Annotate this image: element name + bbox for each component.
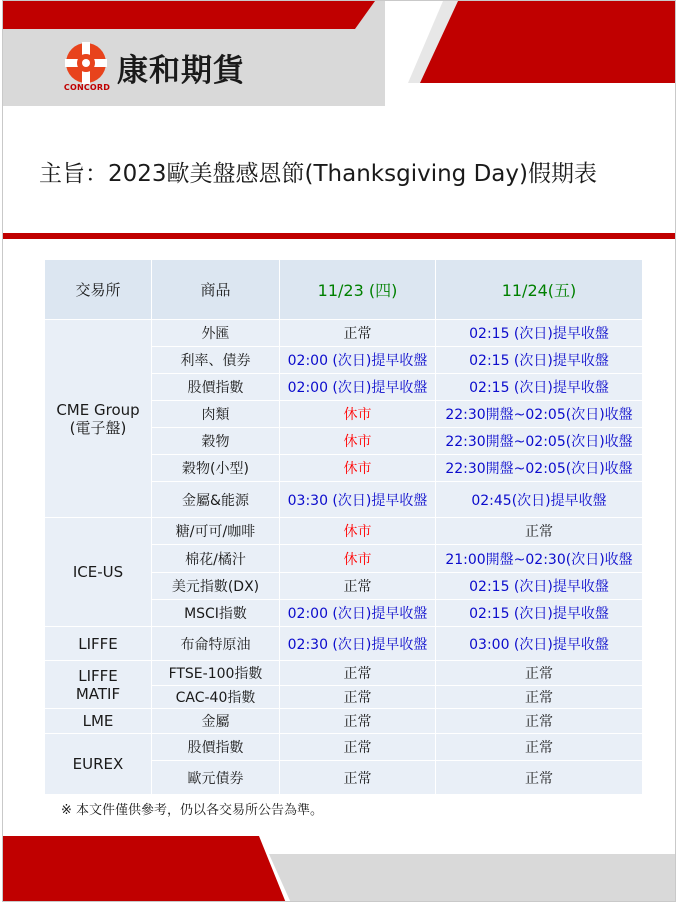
exchange-name-line: MATIF (75, 684, 121, 703)
date-1-cell: 休市 (280, 545, 436, 573)
product-cell: 外匯 (152, 320, 280, 347)
date-2-cell: 02:15 (次日)提早收盤 (436, 320, 643, 347)
table-row (45, 518, 643, 545)
date-2-cell: 02:15 (次日)提早收盤 (436, 600, 643, 627)
product-cell: 股價指數 (152, 374, 280, 401)
date-1-cell: 休市 (280, 428, 436, 455)
table-row (45, 709, 643, 734)
document-title: 主旨：2023歐美盤感恩節(Thanksgiving Day)假期表 (39, 161, 597, 187)
date-1-cell: 休市 (280, 518, 436, 545)
table-row (45, 661, 643, 686)
product-cell: MSCI指數 (152, 600, 280, 627)
product-cell: 股價指數 (152, 734, 280, 761)
date-1-cell: 正常 (280, 709, 436, 734)
exchange-name-line: LME (82, 712, 114, 730)
exchange-name-line: (電子盤) (69, 418, 127, 437)
date-2-cell: 22:30開盤~02:05(次日)收盤 (436, 428, 643, 455)
exchange-cell (45, 709, 152, 734)
exchange-name-line: LIFFE (78, 666, 118, 685)
exchange-name-line: ICE-US (72, 563, 124, 581)
product-cell: 布侖特原油 (152, 627, 280, 661)
table-row (45, 320, 643, 347)
date-1-cell: 休市 (280, 401, 436, 428)
exchange-name-line: CME Group (56, 400, 140, 419)
date-1-cell: 正常 (280, 686, 436, 709)
disclaimer-note: ※ 本文件僅供參考，仍以各交易所公告為準。 (61, 803, 324, 818)
date-1-cell: 02:30 (次日)提早收盤 (280, 627, 436, 661)
date-1-cell: 休市 (280, 455, 436, 482)
product-cell: 糖/可可/咖啡 (152, 518, 280, 545)
document-page (2, 0, 676, 902)
date-1-cell: 02:00 (次日)提早收盤 (280, 600, 436, 627)
footer-banner (3, 834, 676, 902)
product-cell: 美元指數(DX) (152, 573, 280, 600)
date-1-cell: 正常 (280, 734, 436, 761)
product-cell: 利率、債券 (152, 347, 280, 374)
table-row (45, 627, 643, 661)
date-2-cell: 正常 (436, 518, 643, 545)
date-2-cell: 03:00 (次日)提早收盤 (436, 627, 643, 661)
exchange-name-line: EUREX (72, 755, 124, 773)
date-1-cell: 03:30 (次日)提早收盤 (280, 482, 436, 518)
header-product: 商品 (152, 260, 280, 320)
date-2-cell: 正常 (436, 661, 643, 686)
product-cell: 穀物(小型) (152, 455, 280, 482)
exchange-cell (45, 320, 152, 518)
exchange-cell (45, 518, 152, 627)
product-cell: 穀物 (152, 428, 280, 455)
concord-logo-mark-icon (61, 41, 111, 85)
exchange-name-line: LIFFE (78, 634, 118, 653)
date-2-cell: 正常 (436, 686, 643, 709)
date-2-cell: 02:15 (次日)提早收盤 (436, 374, 643, 401)
header-date-1: 11/23 (四) (280, 260, 436, 320)
date-2-cell: 正常 (436, 734, 643, 761)
date-1-cell: 正常 (280, 661, 436, 686)
table-row (45, 734, 643, 761)
date-2-cell: 正常 (436, 761, 643, 795)
date-2-cell: 02:45(次日)提早收盤 (436, 482, 643, 518)
date-1-cell: 02:00 (次日)提早收盤 (280, 347, 436, 374)
product-cell: CAC-40指數 (152, 686, 280, 709)
logo-chinese-text: 康和期貨 (117, 53, 245, 89)
exchange-cell (45, 734, 152, 795)
date-2-cell: 21:00開盤~02:30(次日)收盤 (436, 545, 643, 573)
header-exchange: 交易所 (45, 260, 152, 320)
concord-logo (57, 41, 287, 96)
date-2-cell: 02:15 (次日)提早收盤 (436, 347, 643, 374)
product-cell: 金屬&能源 (152, 482, 280, 518)
date-2-cell: 22:30開盤~02:05(次日)收盤 (436, 401, 643, 428)
logo-english-text: CONCORD (63, 83, 111, 92)
date-1-cell: 正常 (280, 761, 436, 795)
date-2-cell: 22:30開盤~02:05(次日)收盤 (436, 455, 643, 482)
product-cell: 棉花/橘汁 (152, 545, 280, 573)
date-2-cell: 02:15 (次日)提早收盤 (436, 573, 643, 600)
product-cell: 肉類 (152, 401, 280, 428)
title-divider (3, 233, 676, 239)
date-1-cell: 02:00 (次日)提早收盤 (280, 374, 436, 401)
date-1-cell: 正常 (280, 320, 436, 347)
exchange-cell (45, 661, 152, 709)
date-1-cell: 正常 (280, 573, 436, 600)
holiday-schedule-table (44, 259, 643, 795)
exchange-cell (45, 627, 152, 661)
product-cell: 歐元債券 (152, 761, 280, 795)
product-cell: 金屬 (152, 709, 280, 734)
product-cell: FTSE-100指數 (152, 661, 280, 686)
header-date-2: 11/24(五) (436, 260, 643, 320)
table-header-row (45, 260, 643, 320)
date-2-cell: 正常 (436, 709, 643, 734)
